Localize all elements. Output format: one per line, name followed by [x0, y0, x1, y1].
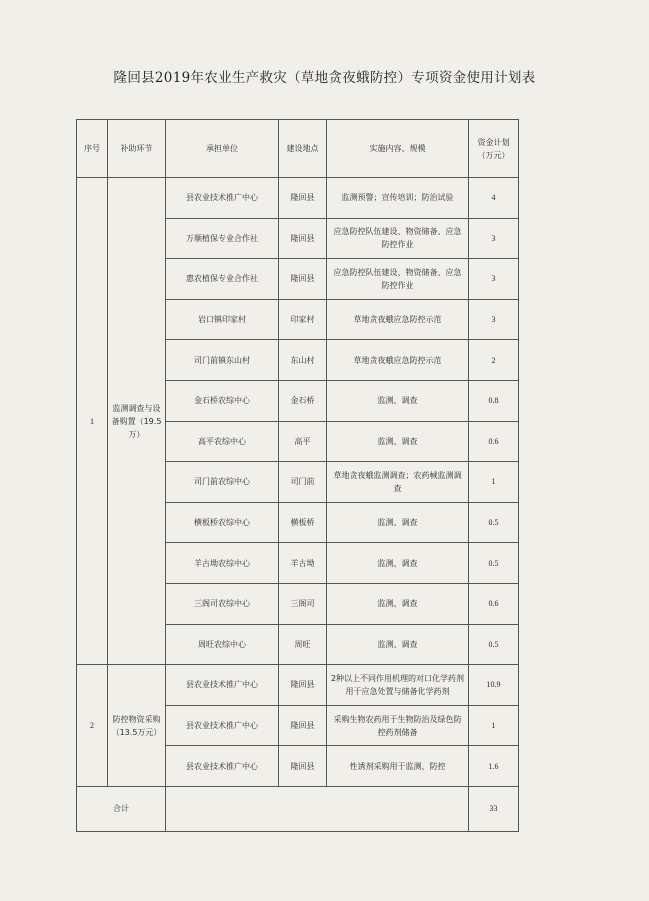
cell-unit: 周旺农综中心	[166, 624, 279, 665]
cell-funds: 1.6	[469, 746, 519, 787]
cell-funds: 1	[469, 462, 519, 503]
cell-site: 司门前	[279, 462, 327, 503]
funding-plan-table	[76, 119, 519, 832]
cell-content: 监测预警；宣传培训；防治试验	[327, 178, 469, 219]
cell-content: 监测、调查	[327, 543, 469, 584]
table-body	[77, 178, 519, 787]
total-row	[77, 786, 519, 831]
cell-unit: 横板桥农综中心	[166, 502, 279, 543]
cell-content: 性诱剂采购用于监测、防控	[327, 746, 469, 787]
total-funds: 33	[469, 786, 519, 831]
cell-site: 横板桥	[279, 502, 327, 543]
cell-seq: 2	[77, 665, 108, 787]
cell-seq: 1	[77, 178, 108, 665]
cell-site: 隆回县	[279, 178, 327, 219]
cell-unit: 县农业技术推广中心	[166, 178, 279, 219]
header-link: 补助环节	[108, 120, 166, 178]
header-site: 建设地点	[279, 120, 327, 178]
total-blank	[166, 786, 469, 831]
cell-link: 防控物资采购（13.5万元）	[108, 665, 166, 787]
cell-funds: 0.5	[469, 502, 519, 543]
cell-content: 监测、调查	[327, 421, 469, 462]
cell-content: 监测、调查	[327, 583, 469, 624]
cell-site: 隆回县	[279, 665, 327, 706]
cell-unit: 金石桥农综中心	[166, 380, 279, 421]
header-funds	[469, 120, 519, 178]
header-funds-line2: （万元）	[477, 150, 510, 160]
cell-unit: 万顺植保专业合作社	[166, 218, 279, 259]
cell-unit: 县农业技术推广中心	[166, 705, 279, 746]
cell-content: 应急防控队伍建设、物资储备、应急防控作业	[327, 259, 469, 300]
cell-content: 草地贪夜蛾监测调查；农药械监测调查	[327, 462, 469, 503]
cell-site: 隆回县	[279, 705, 327, 746]
cell-content: 草地贪夜蛾应急防控示范	[327, 299, 469, 340]
cell-funds: 3	[469, 259, 519, 300]
table-row	[77, 178, 519, 219]
header-seq: 序号	[77, 120, 108, 178]
cell-link: 监测调查与设备购置（19.5万）	[108, 178, 166, 665]
cell-site: 羊古坳	[279, 543, 327, 584]
cell-unit: 岩口镇印家村	[166, 299, 279, 340]
cell-funds: 10.9	[469, 665, 519, 706]
cell-site: 隆回县	[279, 259, 327, 300]
cell-funds: 0.6	[469, 421, 519, 462]
header-unit: 承担单位	[166, 120, 279, 178]
cell-funds: 3	[469, 299, 519, 340]
cell-unit: 高平农综中心	[166, 421, 279, 462]
cell-content: 监测、调查	[327, 380, 469, 421]
cell-funds: 0.6	[469, 583, 519, 624]
cell-site: 隆回县	[279, 218, 327, 259]
cell-site: 隆回县	[279, 746, 327, 787]
cell-content: 监测、调查	[327, 502, 469, 543]
cell-content: 2种以上不同作用机理的对口化学药剂用于应急处置与储备化学药剂	[327, 665, 469, 706]
cell-funds: 1	[469, 705, 519, 746]
total-label: 合计	[77, 786, 166, 831]
cell-site: 三阁司	[279, 583, 327, 624]
cell-funds: 0.8	[469, 380, 519, 421]
cell-unit: 惠农植保专业合作社	[166, 259, 279, 300]
cell-site: 高平	[279, 421, 327, 462]
header-content: 实施内容、规模	[327, 120, 469, 178]
cell-funds: 4	[469, 178, 519, 219]
page-title: 隆回县2019年农业生产救灾（草地贪夜蛾防控）专项资金使用计划表	[113, 70, 536, 86]
header-funds-line1: 资金计划	[477, 137, 510, 147]
cell-site: 周旺	[279, 624, 327, 665]
cell-content: 草地贪夜蛾应急防控示范	[327, 340, 469, 381]
cell-unit: 司门前农综中心	[166, 462, 279, 503]
cell-funds: 2	[469, 340, 519, 381]
cell-unit: 县农业技术推广中心	[166, 665, 279, 706]
table-row	[77, 665, 519, 706]
cell-unit: 羊古坳农综中心	[166, 543, 279, 584]
cell-funds: 0.5	[469, 624, 519, 665]
cell-funds: 3	[469, 218, 519, 259]
cell-site: 东山村	[279, 340, 327, 381]
cell-content: 监测、调查	[327, 624, 469, 665]
cell-funds: 0.5	[469, 543, 519, 584]
cell-content: 采购生物农药用于生物防治及绿色防控药剂储备	[327, 705, 469, 746]
cell-unit: 三阁司农综中心	[166, 583, 279, 624]
cell-unit: 县农业技术推广中心	[166, 746, 279, 787]
table-header-row	[77, 120, 519, 178]
cell-site: 印家村	[279, 299, 327, 340]
cell-site: 金石桥	[279, 380, 327, 421]
cell-content: 应急防控队伍建设、物资储备、应急防控作业	[327, 218, 469, 259]
cell-unit: 司门前镇东山村	[166, 340, 279, 381]
